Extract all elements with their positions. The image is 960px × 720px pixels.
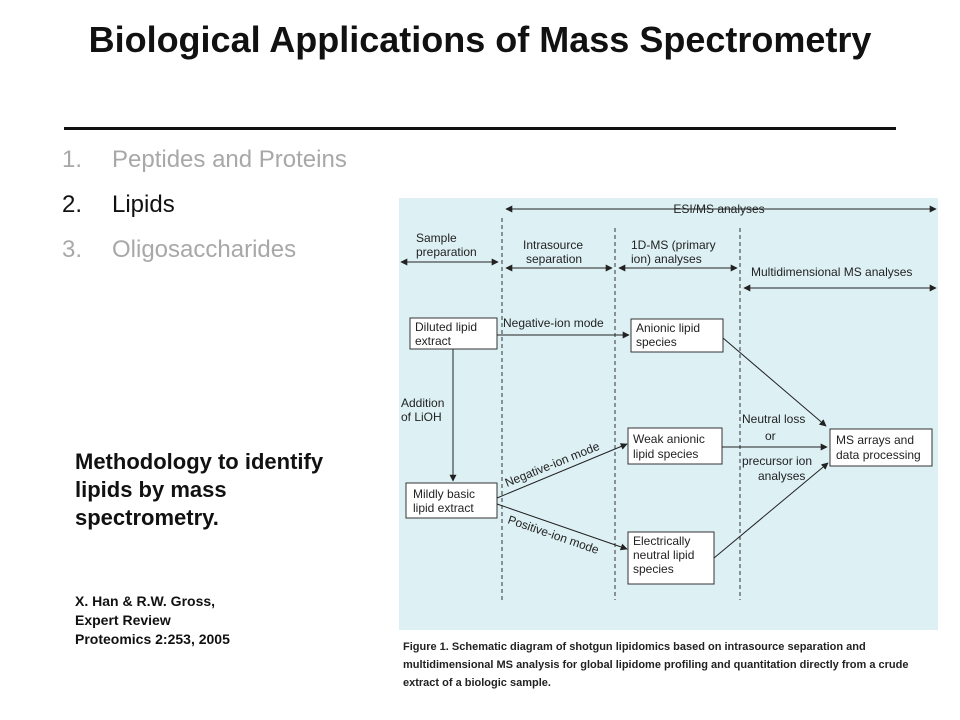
pos-mode-label: Positive-ion mode	[506, 512, 601, 557]
weak-anionic-line2: lipid species	[633, 447, 699, 461]
col-sample-prep-1: Sample	[416, 231, 457, 245]
neutral-loss-line2: or	[765, 429, 776, 443]
mildly-basic-line2: lipid extract	[413, 501, 474, 515]
ms-arrays-line1: MS arrays and	[836, 433, 915, 447]
neutral-loss-line1: Neutral loss	[742, 412, 806, 426]
topic-item-oligosaccharides	[62, 232, 347, 277]
col-intrasource-2: separation	[526, 252, 583, 266]
col-1d-ms-1: 1D-MS (primary	[631, 238, 716, 252]
neutral-line3: species	[633, 562, 674, 576]
lipidomics-diagram	[399, 198, 938, 630]
figure-caption	[403, 638, 938, 692]
col-multidim: Multidimensional MS analyses	[751, 265, 913, 279]
col-1d-ms-2: ion) analyses	[631, 252, 702, 266]
anionic-line2: species	[636, 335, 677, 349]
topic-label: Oligosaccharides	[112, 236, 297, 263]
title-underline	[64, 127, 896, 130]
col-sample-prep-2: preparation	[416, 245, 477, 259]
diluted-extract-line1: Diluted lipid	[415, 320, 478, 334]
citation	[75, 592, 335, 649]
neutral-loss-line4: analyses	[758, 469, 806, 483]
method-description: Methodology to identify lipids by mass spectrometry.	[75, 449, 324, 530]
weak-anionic-line1: Weak anionic	[633, 432, 705, 446]
addition-line2: of LiOH	[401, 410, 442, 424]
addition-line1: Addition	[401, 396, 445, 410]
neg-mode-top-label: Negative-ion mode	[503, 316, 604, 330]
diluted-extract-line2: extract	[415, 334, 452, 348]
ms-arrays-line2: data processing	[836, 448, 921, 462]
topic-number: 3.	[62, 236, 83, 263]
neutral-line2: neutral lipid	[633, 548, 695, 562]
neutral-loss-line3: precursor ion	[742, 454, 813, 468]
citation-authors: X. Han & R.W. Gross,	[75, 593, 216, 609]
topic-item-lipids	[62, 187, 347, 232]
topic-label: Lipids	[112, 191, 175, 218]
caption-label: Figure 1.	[403, 641, 449, 653]
caption-text: Schematic diagram of shotgun lipidomics based on intrasource separation and multidimensional MS analysis for global lipidome profiling and quantitation directly from a crude extract of a biologic sample.	[403, 641, 909, 689]
esi-ms-label: ESI/MS analyses	[673, 202, 765, 216]
topic-list	[62, 142, 347, 277]
slide-title: Biological Applications of Mass Spectrometry	[88, 19, 872, 60]
topic-item-peptides	[62, 142, 347, 187]
topic-number: 2.	[62, 191, 83, 218]
anionic-line1: Anionic lipid	[636, 321, 701, 335]
topic-label: Peptides and Proteins	[112, 146, 347, 173]
citation-volume: Proteomics 2:253, 2005	[75, 631, 230, 647]
mildly-basic-line1: Mildly basic	[413, 487, 476, 501]
citation-journal: Expert Review	[75, 612, 171, 628]
neutral-line1: Electrically	[633, 534, 691, 548]
topic-number: 1.	[62, 146, 83, 173]
neg-mode-mid-label: Negative-ion mode	[502, 439, 602, 490]
col-intrasource-1: Intrasource	[523, 238, 584, 252]
